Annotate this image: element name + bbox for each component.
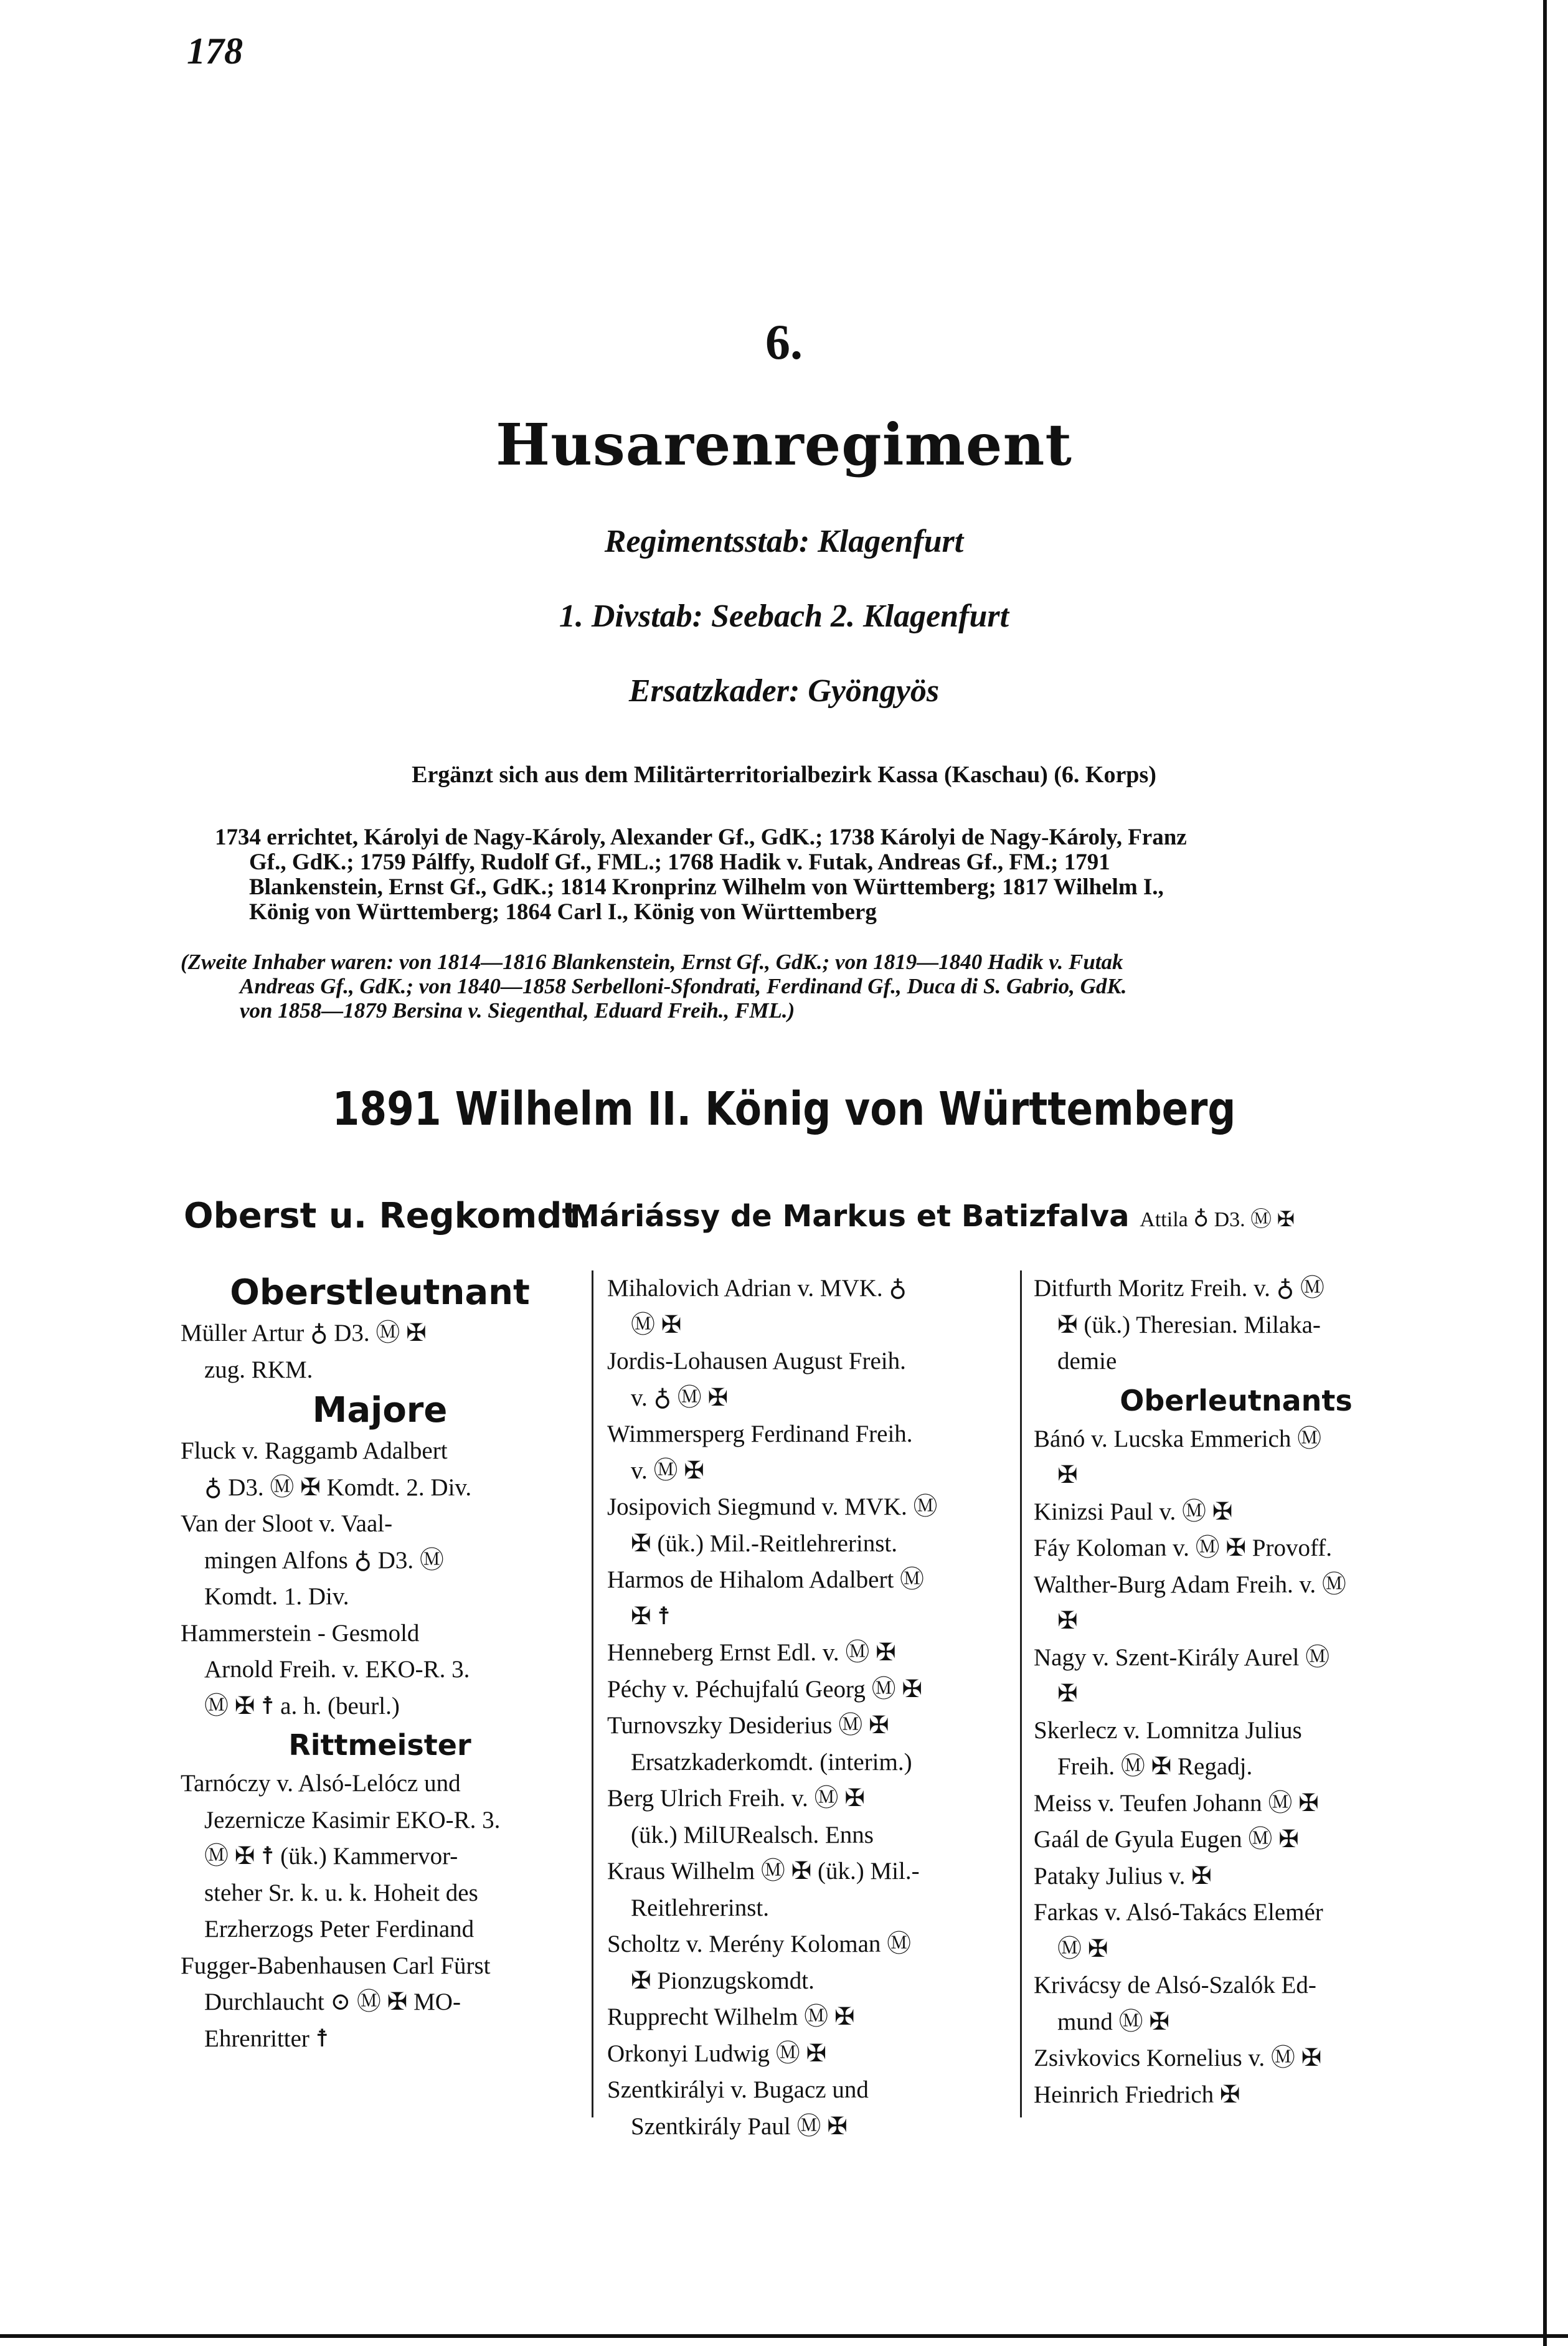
oberst-name: Máriássy de Markus et Batizfalva [570,1199,1130,1234]
roster-line: Mihalovich Adrian v. MVK. ♁ [607,1275,907,1302]
roster-line: Erzherzogs Peter Ferdinand [204,1916,475,1942]
roster-line: Ⓜ ✠ ☨ a. h. (beurl.) [204,1692,400,1719]
history-line: 1734 errichtet, Károlyi de Nagy-Károly, Alexander Gf., GdK.; 1738 Károlyi de Nagy-Károly, Franz [215,825,1187,850]
column-2 [607,1270,1009,2145]
roster-line: Josipovich Siegmund v. MVK. Ⓜ [607,1493,938,1520]
roster-line: Zsivkovics Kornelius v. Ⓜ ✠ [1034,2045,1322,2071]
column-3 [1034,1270,1438,2113]
roster-line: demie [1057,1348,1117,1374]
column-divider [1020,1270,1022,2117]
roster-line: Freih. Ⓜ ✠ Regadj. [1057,1753,1253,1780]
history-line: Blankenstein, Ernst Gf., GdK.; 1814 Kronprinz Wilhelm von Württemberg; 1817 Wilhelm I., [249,875,1164,900]
roster-line: Jordis-Lohausen August Freih. [607,1348,906,1374]
roster-line: ♁ D3. Ⓜ ✠ Komdt. 2. Div. [204,1473,472,1501]
roster-line: steher Sr. k. u. k. Hoheit des [204,1879,478,1906]
roster-line: Skerlecz v. Lomnitza Julius [1034,1716,1302,1744]
roster-line: Ⓜ ✠ [631,1311,682,1338]
roster-line: Péchy v. Péchujfalú Georg Ⓜ ✠ [607,1675,922,1703]
history-paragraph [215,825,1438,925]
roster-line: Hammerstein - Gesmold [181,1619,420,1647]
oberst-entry [570,1199,1295,1234]
roster-line: Gaál de Gyula Eugen Ⓜ ✠ [1034,1826,1299,1853]
roster-line: Krivácsy de Alsó-Szalók Ed- [1034,1972,1316,1998]
history-line: König von Württemberg; 1864 Carl I., König von Württemberg [249,900,877,925]
second-owners-line: Andreas Gf., GdK.; von 1840—1858 Serbelloni-Sfondrati, Ferdinand Gf., Duca di S. Gabrio, GdK. [240,974,1127,998]
roster-line: ✠ [1057,1462,1078,1488]
roster-line: v. Ⓜ ✠ [631,1457,704,1484]
section-heading-rittmeister: Rittmeister [288,1728,471,1762]
oberst-suffix: Attila ♁ D3. Ⓜ ✠ [1140,1208,1295,1231]
roster-line: Heinrich Friedrich ✠ [1034,2081,1240,2108]
owner-heading: 1891 Wilhelm II. König von Württemberg [332,1082,1236,1136]
history-line: Gf., GdK.; 1759 Pálffy, Rudolf Gf., FML.; 1768 Hadik v. Futak, Andreas Gf., FM.; 1791 [249,850,1110,875]
roster-line: Scholtz v. Merény Koloman Ⓜ [607,1931,912,1957]
roster-line: ✠ ☨ [631,1602,671,1630]
roster-line: Fugger-Babenhausen Carl Fürst [181,1952,491,1979]
roster-line: Meiss v. Teufen Johann Ⓜ ✠ [1034,1789,1319,1817]
roster-line: Reitlehrerinst. [631,1894,770,1921]
roster-line: Müller Artur ♁ D3. Ⓜ ✠ [181,1320,427,1346]
supplement-line: Ergänzt sich aus dem Militärterritorialbezirk Kassa (Kaschau) (6. Korps) [412,762,1156,788]
roster-line: Kinizsi Paul v. Ⓜ ✠ [1034,1498,1233,1525]
roster-line: ✠ (ük.) Mil.-Reitlehrerinst. [631,1530,898,1557]
roster-line: Szentkirályi v. Bugacz und [607,2076,869,2103]
roster-line: Van der Sloot v. Vaal- [181,1510,393,1537]
roster-line: Ⓜ ✠ ☨ (ük.) Kammervor- [204,1843,458,1870]
regimentsstab-line: Regimentsstab: Klagenfurt [604,524,964,559]
roster-line: Jezernicze Kasimir EKO-R. 3. [204,1806,501,1833]
roster-line: ✠ [1057,1607,1078,1634]
roster-line: Kraus Wilhelm Ⓜ ✠ (ük.) Mil.- [607,1858,920,1885]
roster-line: Nagy v. Szent-Király Aurel Ⓜ [1034,1644,1330,1671]
roster-line: Farkas v. Alsó-Takács Elemér [1034,1899,1323,1926]
roster-line: Ersatzkaderkomdt. (interim.) [631,1748,912,1776]
second-owners-paragraph [181,950,1438,1023]
roster-line: Wimmersperg Ferdinand Freih. [607,1421,913,1447]
oberst-label: Oberst u. Regkomdt. [184,1196,592,1236]
roster-line: ✠ [1057,1680,1078,1707]
roster-line: Harmos de Hihalom Adalbert Ⓜ [607,1566,925,1593]
page-border-bottom [0,2334,1568,2338]
page-title: Husarenregiment [496,411,1072,478]
roster-line: Ehrenritter ☨ [204,2025,329,2052]
roster-line: Szentkirály Paul Ⓜ ✠ [631,2112,848,2140]
roster-line: ✠ (ük.) Theresian. Milaka- [1057,1311,1321,1338]
roster-line: ✠ Pionzugskomdt. [631,1967,815,1994]
roster-line: Fluck v. Raggamb Adalbert [181,1437,448,1464]
roster-line: Henneberg Ernst Edl. v. Ⓜ ✠ [607,1639,896,1666]
roster-line: mund Ⓜ ✠ [1057,2008,1170,2035]
column-divider [592,1270,593,2117]
section-heading-oberleutnants: Oberleutnants [1120,1383,1353,1417]
divstab-line: 1. Divstab: Seebach 2. Klagenfurt [559,598,1009,634]
roster-line: Orkonyi Ludwig Ⓜ ✠ [607,2040,827,2067]
section-heading-majore: Majore [312,1390,448,1431]
roster-line: Ⓜ ✠ [1057,1935,1108,1962]
roster-line: Komdt. 1. Div. [204,1583,349,1610]
roster-line: v. ♁ Ⓜ ✠ [631,1384,729,1411]
roster-line: Pataky Julius v. ✠ [1034,1862,1212,1890]
roster-line: Durchlaucht ⊙ Ⓜ ✠ MO- [204,1989,461,2015]
column-1 [181,1270,579,2057]
section-heading-oberstleutnant: Oberstleutnant [230,1272,530,1313]
regiment-numeral: 6. [765,315,803,370]
second-owners-line: von 1858—1879 Bersina v. Siegenthal, Eduard Freih., FML.) [240,998,795,1023]
roster-line: Tarnóczy v. Alsó-Lelócz und [181,1770,461,1797]
page-border-right [1543,0,1547,2346]
page-number: 178 [187,31,243,72]
roster-line: Arnold Freih. v. EKO-R. 3. [204,1656,470,1683]
roster-line: mingen Alfons ♁ D3. Ⓜ [204,1546,444,1574]
roster-line: Fáy Koloman v. Ⓜ ✠ Provoff. [1034,1535,1332,1561]
roster-line: Turnovszky Desiderius Ⓜ ✠ [607,1712,889,1739]
roster-line: zug. RKM. [204,1356,313,1383]
second-owners-line: (Zweite Inhaber waren: von 1814—1816 Blankenstein, Ernst Gf., GdK.; von 1819—1840 Hadik v. Futak [181,950,1123,974]
roster-line: (ük.) MilURealsch. Enns [631,1821,874,1848]
roster-line: Bánó v. Lucska Emmerich Ⓜ [1034,1425,1322,1452]
roster-line: Ditfurth Moritz Freih. v. ♁ Ⓜ [1034,1275,1325,1302]
roster-line: Walther-Burg Adam Freih. v. Ⓜ [1034,1571,1346,1598]
ersatzkader-line: Ersatzkader: Gyöngyös [628,673,940,709]
roster-line: Rupprecht Wilhelm Ⓜ ✠ [607,2003,855,2030]
roster-line: Berg Ulrich Freih. v. Ⓜ ✠ [607,1785,865,1812]
